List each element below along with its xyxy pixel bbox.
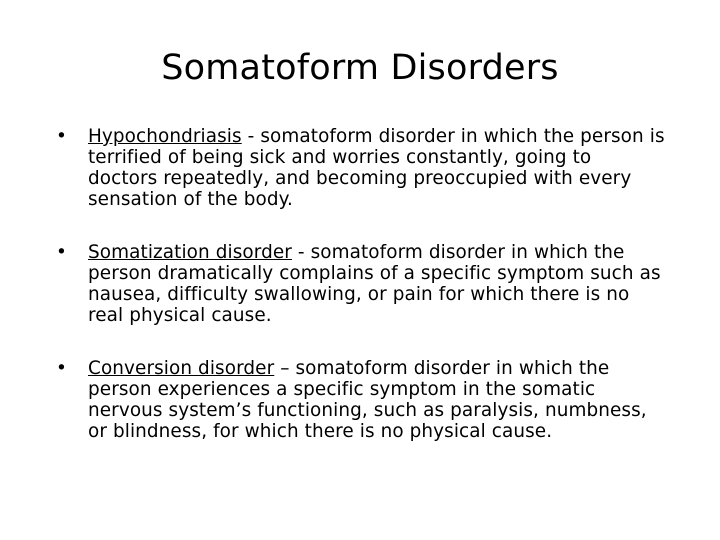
bullet-marker: • <box>56 358 67 379</box>
slide-title: Somatoform Disorders <box>161 48 559 88</box>
bullet-list <box>56 126 666 474</box>
bullet-item-hypochondriasis <box>56 126 666 210</box>
term-separator: - <box>291 242 311 263</box>
bullet-item-conversion-disorder <box>56 358 666 442</box>
definition-conversion-disorder: somatoform disorder in which the person experiences a specific symptom in the somatic nervous system’s functioning, such as paralysis, numbness, or blindness, for which there is no physical cause. <box>88 358 647 442</box>
definition-hypochondriasis: somatoform disorder in which the person is terrified of being sick and worries constantly, going to doctors repeatedly, and becoming preoccupied with every sensation of the body. <box>88 126 665 210</box>
term-conversion-disorder: Conversion disorder <box>88 358 275 379</box>
bullet-marker: • <box>56 242 67 263</box>
term-hypochondriasis: Hypochondriasis <box>88 126 242 147</box>
bullet-item-somatization-disorder <box>56 242 666 326</box>
term-separator: - <box>241 126 261 147</box>
term-somatization-disorder: Somatization disorder <box>88 242 292 263</box>
definition-somatization-disorder: somatoform disorder in which the person dramatically complains of a specific symptom such as nausea, difficulty swallowing, or pain for which there is no real physical cause. <box>88 242 661 326</box>
bullet-marker: • <box>56 126 67 147</box>
term-separator: – <box>274 358 296 379</box>
